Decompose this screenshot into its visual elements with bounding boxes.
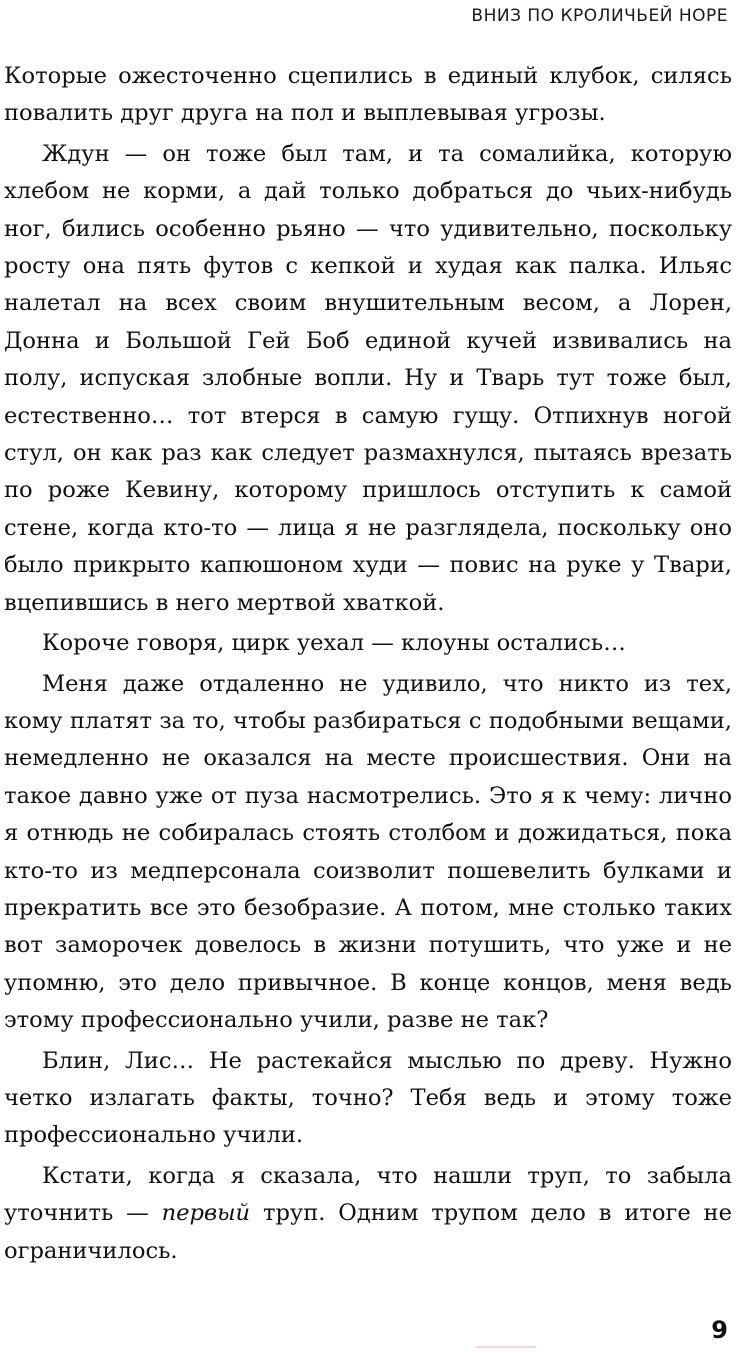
paragraph-6-end: труп. Одним трупом дело в итоге не ограничилось. [4,1200,732,1264]
paragraph-2: Ждун — он тоже был там, и та сомалийка, которую хлебом не корми, а дай только добраться до чьих-нибудь ног, бились особенно рьяно — что удивительно, поскольку росту она пять футов с кепкой и худая как палка. Ильяс налетал на всех своим внушительным весом, а Лорен, Донна и Большой Гей Боб единой кучей извивались на полу, испуская злобные вопли. Ну и Тварь тут тоже был, естественно… тот втерся в самую гущу. Отпихнув ногой стул, он как раз как следует размахнулся, пытаясь врезать по роже Кевину, которому пришлось отступить к самой стене, когда кто-то — лица я не разглядела, поскольку оно было прикрыто капюшоном худи — повис на руке у Твари, вцепившись в него мертвой хваткой. [4,140,732,616]
paragraph-6 [4,1158,732,1270]
body-text [4,58,732,1273]
page-number: 9 [711,1316,728,1344]
page-mark [476,1346,536,1348]
paragraph-1: Которые ожесточенно сцепились в единый клубок, силясь повалить друг друга на пол и выплевывая угрозы. [4,63,732,127]
emphasis-word: первый [161,1200,251,1227]
paragraph-4: Меня даже отдаленно не удивило, что никто из тех, кому платят за то, чтобы разбираться с подобными вещами, немедленно не оказался на месте происшествия. Они на такое давно уже от пуза насмотрелись. Это я к чему: лично я отнюдь не собиралась стоять столбом и дожидаться, пока кто-то из медперсонала соизволит пошевелить булками и прекратить все это безобразие. А потом, мне столько таких вот заморочек довелось в жизни потушить, что уже и не упомню, это дело привычное. В конце концов, меня ведь этому профессионально учили, разве не так? [4,670,732,1034]
paragraph-6-start: Кстати, когда я сказала, что нашли труп, то забыла уточнить — [4,1162,732,1227]
paragraph-3: Короче говоря, цирк уехал — клоуны остались… [42,630,626,657]
paragraph-5: Блин, Лис… Не растекайся мыслью по древу. Нужно четко излагать факты, точно? Тебя ведь и этому тоже профессионально учили. [4,1047,732,1149]
running-head: ВНИЗ ПО КРОЛИЧЬЕЙ НОРЕ [471,6,728,26]
